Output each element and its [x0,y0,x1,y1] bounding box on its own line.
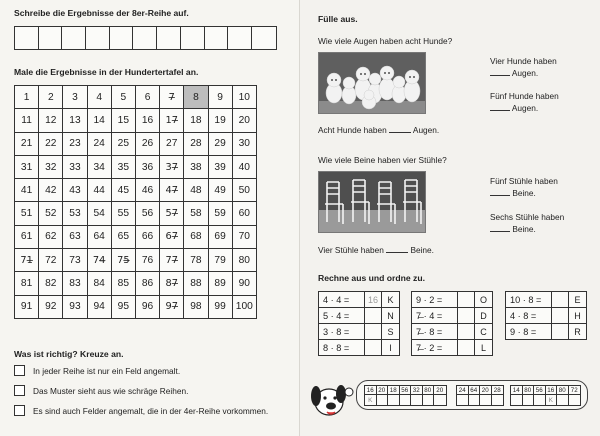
calc-box-1 [318,291,400,356]
hundred-cell[interactable]: 88 [184,272,208,295]
equation-row [319,292,399,308]
checkbox[interactable] [14,365,25,376]
dog-mascot [305,372,355,429]
dogs-side1-unit: Augen. [511,68,539,78]
code-letter[interactable] [411,396,422,405]
code-letter[interactable] [423,396,434,405]
equation-letter: D [474,308,492,324]
equation-text: 10 · 8 = [510,294,542,305]
hundred-cell[interactable]: 40 [232,155,256,178]
hundred-cell[interactable]: 69 [208,225,232,248]
hundred-cell[interactable]: 23 [63,132,87,155]
code-cell[interactable] [457,386,469,405]
hundred-cell[interactable]: 7̶ [160,86,184,109]
hundred-cell[interactable]: 11 [15,109,39,132]
equation-text: 4 · 8 = [510,310,537,321]
equation-text: 7̶ · 2 = [416,343,443,353]
hundred-cell[interactable]: 4 [87,86,111,109]
hundred-cell[interactable]: 70 [232,225,256,248]
hundred-cell[interactable]: 44 [87,179,111,202]
equation-letter: H [568,308,586,324]
quiz-option-2[interactable] [14,385,188,396]
equation-letter: R [568,324,586,340]
hundred-cell[interactable]: 60 [232,202,256,225]
code-number: 20 [481,387,489,394]
hundred-cell[interactable]: 83 [63,272,87,295]
chairs-side2-unit: Beine. [512,224,536,234]
dogs-side1-b [490,68,538,78]
right-page [300,0,600,436]
hundred-cell[interactable]: 17̶ [160,109,184,132]
equation-row [506,308,586,324]
hundred-cell[interactable]: 76 [135,249,159,272]
code-number: 20 [378,387,386,394]
hundred-cell[interactable]: 41 [15,179,39,202]
answer-blank[interactable] [490,110,510,111]
equation-letter: I [381,340,399,356]
hundred-cell[interactable]: 65 [111,225,135,248]
hundred-cell[interactable]: 97̶ [160,295,184,318]
code-strip-1 [364,385,447,406]
answer-cell[interactable] [62,27,86,49]
hundred-cell[interactable]: 16 [135,109,159,132]
equation-answer-field[interactable] [551,308,568,324]
hundred-cell[interactable]: 36 [135,155,159,178]
hundred-cell[interactable]: 64 [87,225,111,248]
code-number: 80 [424,387,432,394]
hundred-cell[interactable]: 5 [111,86,135,109]
answer-blank[interactable] [490,231,510,232]
hundred-cell[interactable]: 1 [15,86,39,109]
equation-text: 7̶ · 8 = [416,326,443,337]
quiz-option-label: Es sind auch Felder angemalt, die in der 4er-Reihe vorkommen. [33,405,269,416]
hundred-cell[interactable]: 89 [208,272,232,295]
hundred-cell[interactable]: 92 [39,295,63,318]
equation-text: 9 · 2 = [416,294,443,305]
calc-box-2 [411,291,493,356]
code-cell[interactable] [469,386,481,405]
equation-letter: L [474,340,492,356]
answer-cell[interactable] [110,27,134,49]
hundred-row [15,272,257,295]
dogs-side1-a: Vier Hunde haben [490,56,557,66]
hundred-cell[interactable]: 47̶ [160,179,184,202]
hundred-cell[interactable]: 15 [111,109,135,132]
code-cell[interactable] [377,386,389,405]
answer-cell[interactable] [252,27,276,49]
hundred-cell[interactable]: 53 [63,202,87,225]
code-number: 14 [512,387,520,394]
dog-mascot-icon [305,372,355,424]
hundred-cell[interactable]: 67̶ [160,225,184,248]
equation-answer-field[interactable] [364,324,381,340]
code-strip-2 [456,385,504,406]
answer-cell[interactable] [157,27,181,49]
hundred-row [15,179,257,202]
hundred-row [15,109,257,132]
equation-letter: K [381,292,399,308]
hundred-cell[interactable]: 96 [135,295,159,318]
hundred-cell[interactable]: 59 [208,202,232,225]
hundred-cell[interactable]: 12 [39,109,63,132]
equation-row [412,292,492,308]
code-cell[interactable] [492,386,504,405]
code-number: 28 [492,386,504,395]
hundred-chart [14,85,257,319]
hundred-cell[interactable]: 31 [15,155,39,178]
code-number: 18 [389,387,397,394]
hundred-cell[interactable]: 80 [232,249,256,272]
code-letter[interactable] [569,396,581,405]
dogs-side2-b [490,103,538,113]
dogs-bottom-lead: Acht Hunde haben [318,125,387,135]
hundred-cell[interactable]: 71̶ [15,249,39,272]
equation-row [506,324,586,340]
hundred-cell[interactable]: 39 [208,155,232,178]
hundred-cell[interactable]: 29 [208,132,232,155]
code-number: 64 [470,387,478,394]
chairs-bottom-lead: Vier Stühle haben [318,245,384,255]
chairs-bottom-unit: Beine. [410,245,434,255]
code-cell[interactable] [546,386,558,405]
hundred-cell[interactable]: 79 [208,249,232,272]
quiz-option-label: In jeder Reihe ist nur ein Feld angemalt. [33,365,181,376]
code-cell[interactable] [423,386,435,405]
hundred-cell[interactable]: 2 [39,86,63,109]
hundred-cell[interactable]: 77̶ [160,249,184,272]
task3-heading: Was ist richtig? Kreuze an. [14,349,124,359]
hundred-cell[interactable]: 57̶ [160,202,184,225]
hundred-row [15,225,257,248]
equation-text: 7̶ · 4 = [416,310,443,321]
hundred-cell[interactable]: 21 [15,132,39,155]
hundred-row [15,155,257,178]
code-cell[interactable] [388,386,400,405]
hundred-cell[interactable]: 66 [135,225,159,248]
hundred-cell[interactable]: 100 [232,295,256,318]
hundred-row [15,202,257,225]
equation-row [319,308,399,324]
code-letter[interactable]: K [368,397,373,404]
answer-cell[interactable] [39,27,63,49]
hundred-cell[interactable]: 38 [184,155,208,178]
code-letter[interactable] [492,396,504,405]
hundred-cell[interactable]: 37̶ [160,155,184,178]
code-cell[interactable] [534,386,546,405]
code-cell[interactable] [434,386,446,405]
answer-cell[interactable] [205,27,229,49]
hundred-cell[interactable]: 91 [15,295,39,318]
hundred-cell[interactable]: 3 [63,86,87,109]
hundred-cell[interactable]: 93 [63,295,87,318]
code-letter[interactable] [434,396,446,405]
hundred-cell[interactable]: 72 [39,249,63,272]
dogs-bottom-unit: Augen. [412,125,440,135]
hundred-cell[interactable]: 20 [232,109,256,132]
equation-text: 5 · 4 = [323,310,350,321]
quiz-option-3[interactable] [14,405,268,416]
hundred-cell[interactable]: 81 [15,272,39,295]
equation-answer-field[interactable] [457,292,474,308]
equation-letter: N [381,308,399,324]
hundred-cell[interactable]: 51 [15,202,39,225]
equation-text: 4 · 4 = [323,294,350,305]
equation-letter: C [474,324,492,340]
code-letter[interactable] [511,396,522,405]
code-letter[interactable] [469,396,480,405]
equation-text: 3 · 8 = [323,326,350,337]
dogs-side2-unit: Augen. [511,103,539,113]
code-cell[interactable] [569,386,581,405]
hundred-cell[interactable]: 24 [87,132,111,155]
code-cell[interactable] [557,386,569,405]
hundred-cell[interactable]: 61 [15,225,39,248]
dogs-bottom [318,125,439,135]
hundred-cell[interactable]: 8 [184,86,208,109]
code-letter[interactable] [534,396,545,405]
hundred-cell[interactable]: 32 [39,155,63,178]
hundred-cell[interactable]: 73 [63,249,87,272]
equation-row [319,340,399,356]
hundred-cell[interactable]: 9 [208,86,232,109]
chairs-bottom [318,245,434,255]
hundred-cell[interactable]: 74̶ [87,249,111,272]
equation-answer-field[interactable] [457,340,474,356]
hundred-cell[interactable]: 43 [63,179,87,202]
code-number: 16 [547,387,555,394]
hundred-cell[interactable]: 14 [87,109,111,132]
code-number: 24 [458,387,466,394]
hundred-cell[interactable]: 58 [184,202,208,225]
code-letter[interactable] [523,396,534,405]
code-number: 56 [535,387,543,394]
code-letter[interactable] [377,396,388,405]
hundred-cell[interactable]: 33 [63,155,87,178]
hundred-cell[interactable]: 35 [111,155,135,178]
code-cell[interactable] [480,386,492,405]
code-letter[interactable] [400,396,411,405]
answer-cell[interactable] [133,27,157,49]
code-number: 32 [412,387,420,394]
hundred-cell[interactable]: 30 [232,132,256,155]
code-strip-3 [510,385,581,406]
code-letter[interactable]: K [548,397,553,404]
quiz-option-label: Das Muster sieht aus wie schräge Reihen. [33,385,189,396]
hundred-cell[interactable]: 45 [111,179,135,202]
calc-heading: Rechne aus und ordne zu. [318,273,425,283]
answer-blank[interactable] [389,132,411,133]
hundred-cell[interactable]: 6 [135,86,159,109]
equation-answer-field[interactable] [551,292,568,308]
dogs-illustration [319,53,426,114]
hundred-cell[interactable]: 56 [135,202,159,225]
equation-answer-field[interactable]: 16 [364,292,381,308]
hundred-cell[interactable]: 62 [39,225,63,248]
hundred-cell[interactable]: 90 [232,272,256,295]
code-number: 16 [366,387,374,394]
code-letter[interactable] [557,396,568,405]
equation-row [412,308,492,324]
code-number: 80 [524,387,532,394]
hundred-cell[interactable]: 19 [208,109,232,132]
answer-blank[interactable] [490,75,510,76]
hundred-cell[interactable]: 26 [135,132,159,155]
calc-box-3 [505,291,587,340]
equation-row [319,324,399,340]
checkbox[interactable] [14,405,25,416]
code-number: 20 [434,386,446,395]
hundred-cell[interactable]: 48 [184,179,208,202]
code-cell[interactable] [523,386,535,405]
hundred-cell[interactable]: 27 [160,132,184,155]
task1-heading: Schreibe die Ergebnisse der 8er-Reihe auf. [14,8,189,18]
equation-text: 8 · 8 = [323,343,350,353]
hundred-cell[interactable]: 25 [111,132,135,155]
quiz-option-1[interactable] [14,365,180,376]
answer-cell[interactable] [86,27,110,49]
code-cell[interactable] [411,386,423,405]
hundred-cell[interactable]: 68 [184,225,208,248]
hundred-cell[interactable]: 55 [111,202,135,225]
chairs-illustration [319,172,426,233]
equation-letter: E [568,292,586,308]
hundred-cell[interactable]: 10 [232,86,256,109]
dogs-photo [318,52,426,114]
chairs-side1-a: Fünf Stühle haben [490,176,558,186]
code-cell[interactable] [511,386,523,405]
code-letter[interactable] [457,396,468,405]
hundred-row [15,295,257,318]
chairs-side2-a: Sechs Stühle haben [490,212,565,222]
equation-row [412,340,492,356]
hundred-cell[interactable]: 50 [232,179,256,202]
hundred-cell[interactable]: 85 [111,272,135,295]
equation-text: 9 · 8 = [510,327,537,337]
hundred-cell[interactable]: 95 [111,295,135,318]
code-number: 72 [569,386,581,395]
hundred-cell[interactable]: 52 [39,202,63,225]
answer-cell[interactable] [181,27,205,49]
hundred-cell[interactable]: 78 [184,249,208,272]
hundred-cell[interactable]: 18 [184,109,208,132]
hundred-cell[interactable]: 98 [184,295,208,318]
hundred-cell[interactable]: 42 [39,179,63,202]
equation-row [506,292,586,308]
dogs-question: Wie viele Augen haben acht Hunde? [318,36,453,46]
equation-letter: S [381,324,399,340]
hundred-row [15,249,257,272]
right-heading: Fülle aus. [318,14,358,24]
hundred-cell[interactable]: 84 [87,272,111,295]
code-cell[interactable] [365,386,377,405]
hundred-row [15,86,257,109]
equation-answer-field[interactable] [457,324,474,340]
equation-letter: O [474,292,492,308]
answer-cells-row [14,26,277,50]
hundred-cell[interactable]: 22 [39,132,63,155]
task2-heading: Male die Ergebnisse in der Hundertertafel an. [14,67,199,77]
code-number: 56 [401,387,409,394]
equation-answer-field[interactable] [551,324,568,340]
chairs-side2-b [490,224,536,234]
hundred-row [15,132,257,155]
answer-cell[interactable] [228,27,252,49]
hundred-cell[interactable]: 28 [184,132,208,155]
hundred-cell[interactable]: 49 [208,179,232,202]
chairs-photo [318,171,426,233]
dogs-side2-a: Fünf Hunde haben [490,91,559,101]
equation-answer-field[interactable] [364,340,381,356]
equation-answer-field[interactable] [364,308,381,324]
code-number: 80 [558,387,566,394]
chairs-side1-b [490,188,536,198]
equation-answer-field[interactable] [457,308,474,324]
hundred-cell[interactable]: 94 [87,295,111,318]
hundred-cell[interactable]: 87̶ [160,272,184,295]
answer-blank[interactable] [490,195,510,196]
answer-cell[interactable] [15,27,39,49]
code-letter[interactable] [480,396,491,405]
hundred-cell[interactable]: 63 [63,225,87,248]
hundred-cell[interactable]: 99 [208,295,232,318]
hundred-cell[interactable]: 75̶ [111,249,135,272]
code-cell[interactable] [400,386,412,405]
hundred-cell[interactable]: 82 [39,272,63,295]
hundred-cell[interactable]: 86 [135,272,159,295]
equation-row [412,324,492,340]
checkbox[interactable] [14,385,25,396]
hundred-cell[interactable]: 34 [87,155,111,178]
hundred-cell[interactable]: 13 [63,109,87,132]
chairs-side1-unit: Beine. [512,188,536,198]
answer-blank[interactable] [386,252,408,253]
hundred-cell[interactable]: 46 [135,179,159,202]
code-letter[interactable] [388,396,399,405]
hundred-cell[interactable]: 54 [87,202,111,225]
chairs-question: Wie viele Beine haben vier Stühle? [318,155,447,165]
